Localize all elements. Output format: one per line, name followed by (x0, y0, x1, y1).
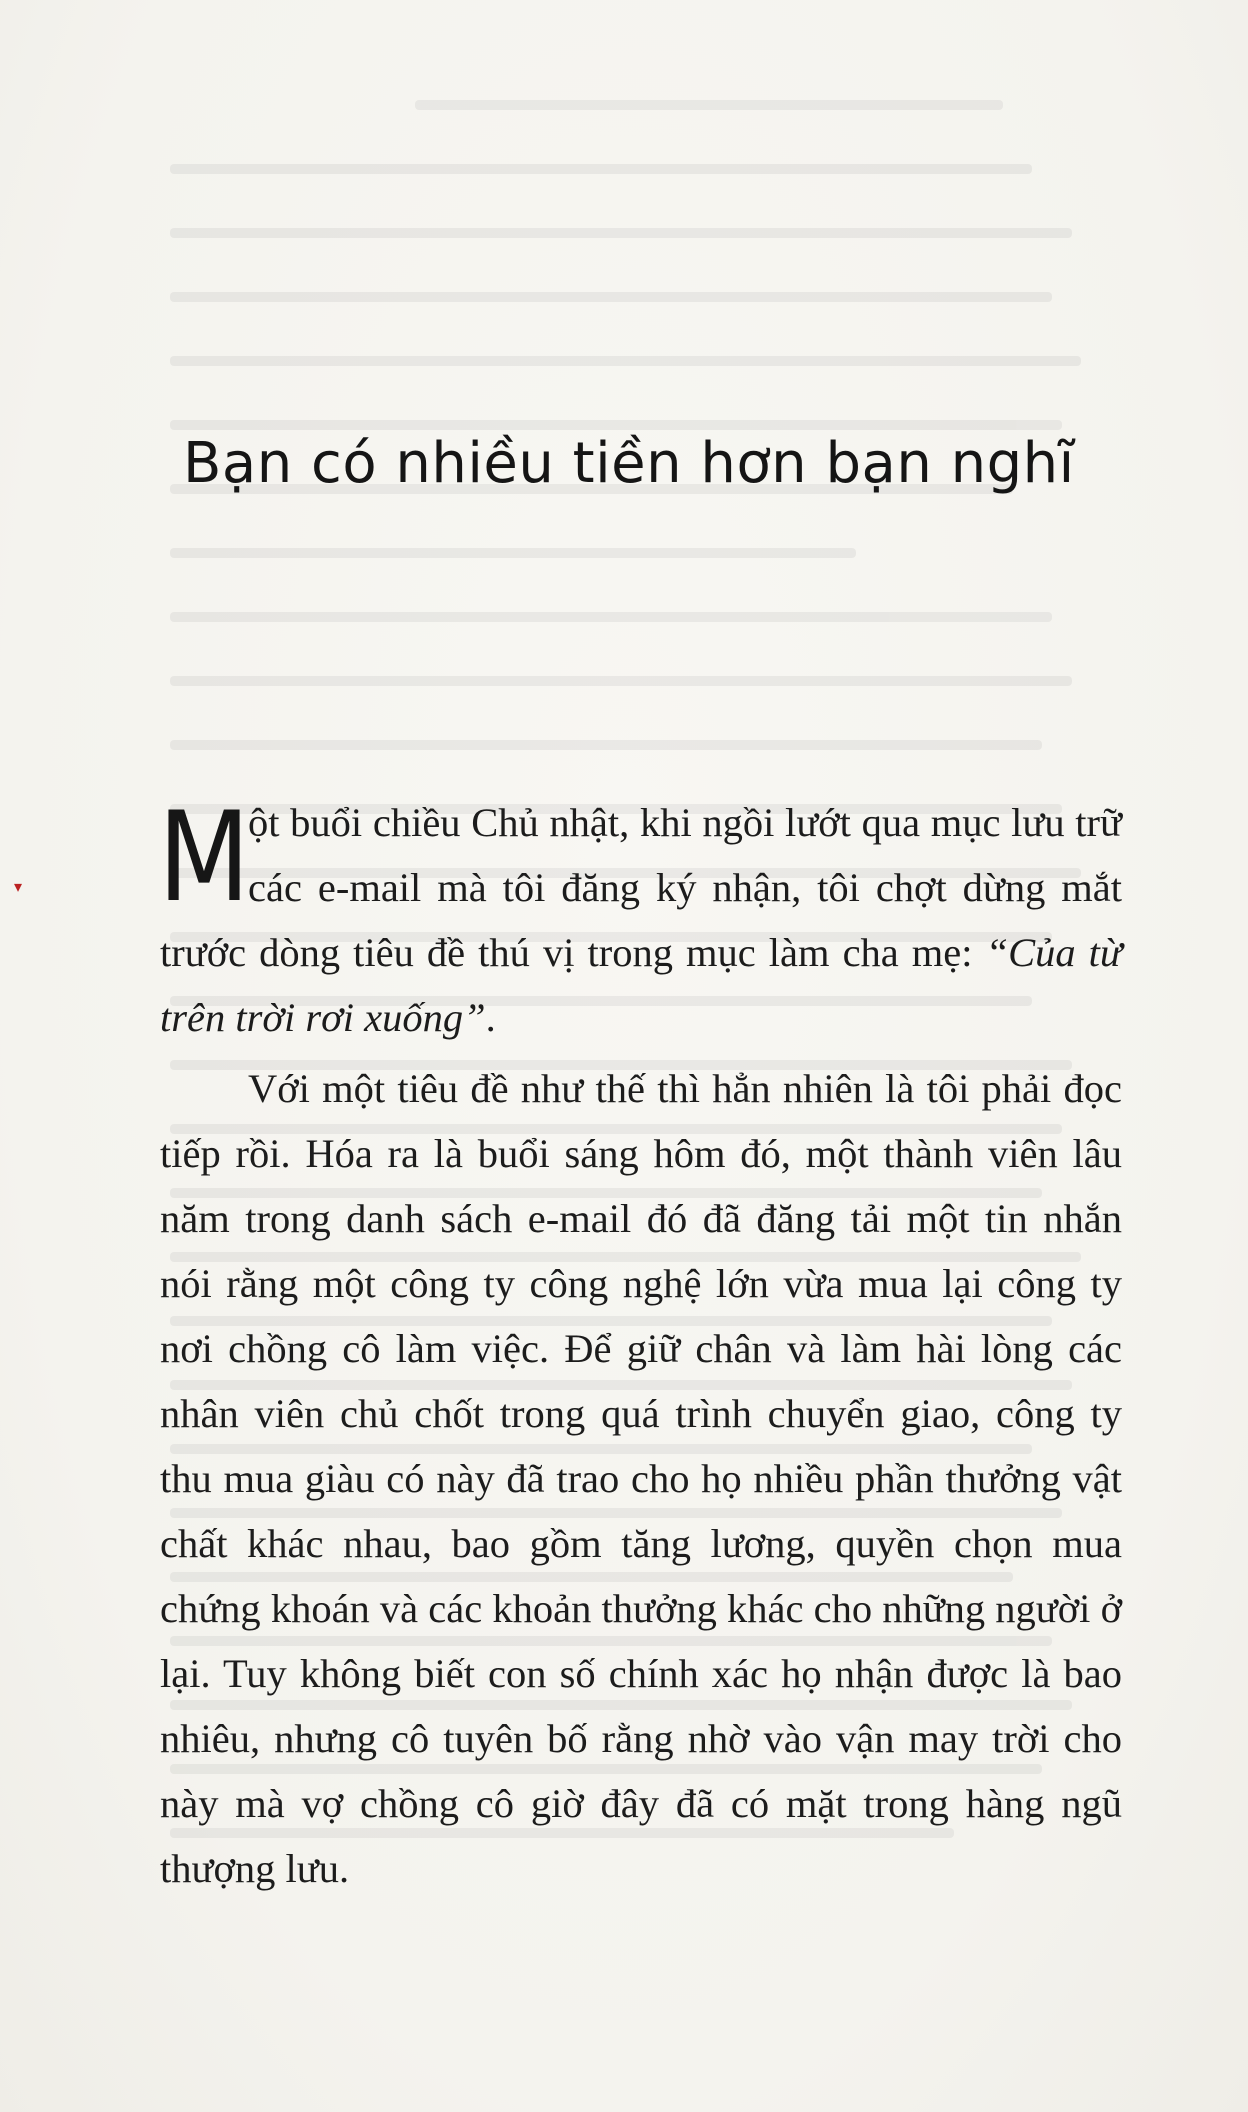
paragraph-1 (158, 786, 1122, 1050)
paragraph-1-text: ột buổi chiều Chủ nhật, khi ngồi lướt qua mục lưu trữ các e-mail mà tôi đăng ký nhận, tôi chợt dừng mắt trước dòng tiêu đề thú vị trong mục làm cha mẹ: (160, 800, 1122, 975)
paragraph-1-period: . (485, 995, 496, 1040)
body-text (158, 786, 1122, 1901)
drop-cap: M (158, 786, 251, 930)
margin-ink-mark: ▾ (14, 879, 23, 896)
paragraph-1-quote: “Của từ trên trời rơi xuống” (160, 930, 1122, 1040)
paragraph-2: Với một tiêu đề như thế thì hẳn nhiên là tôi phải đọc tiếp rồi. Hóa ra là buổi sáng hôm đó, một thành viên lâu năm trong danh sách e-mail đó đã đăng tải một tin nhắn nói rằng một công ty công nghệ lớn vừa mua lại công ty nơi chồng cô làm việc. Để giữ chân và làm hài lòng các nhân viên chủ chốt trong quá trình chuyển giao, công ty thu mua giàu có này đã trao cho họ nhiều phần thưởng vật chất khác nhau, bao gồm tăng lương, quyền chọn mua chứng khoán và các khoản thưởng khác cho những người ở lại. Tuy không biết con số chính xác họ nhận được là bao nhiêu, nhưng cô tuyên bố rằng nhờ vào vận may trời cho này mà vợ chồng cô giờ đây đã có mặt trong hàng ngũ thượng lưu. (160, 1066, 1122, 1891)
chapter-title: Bạn có nhiều tiền hơn bạn nghĩ (183, 431, 1075, 496)
